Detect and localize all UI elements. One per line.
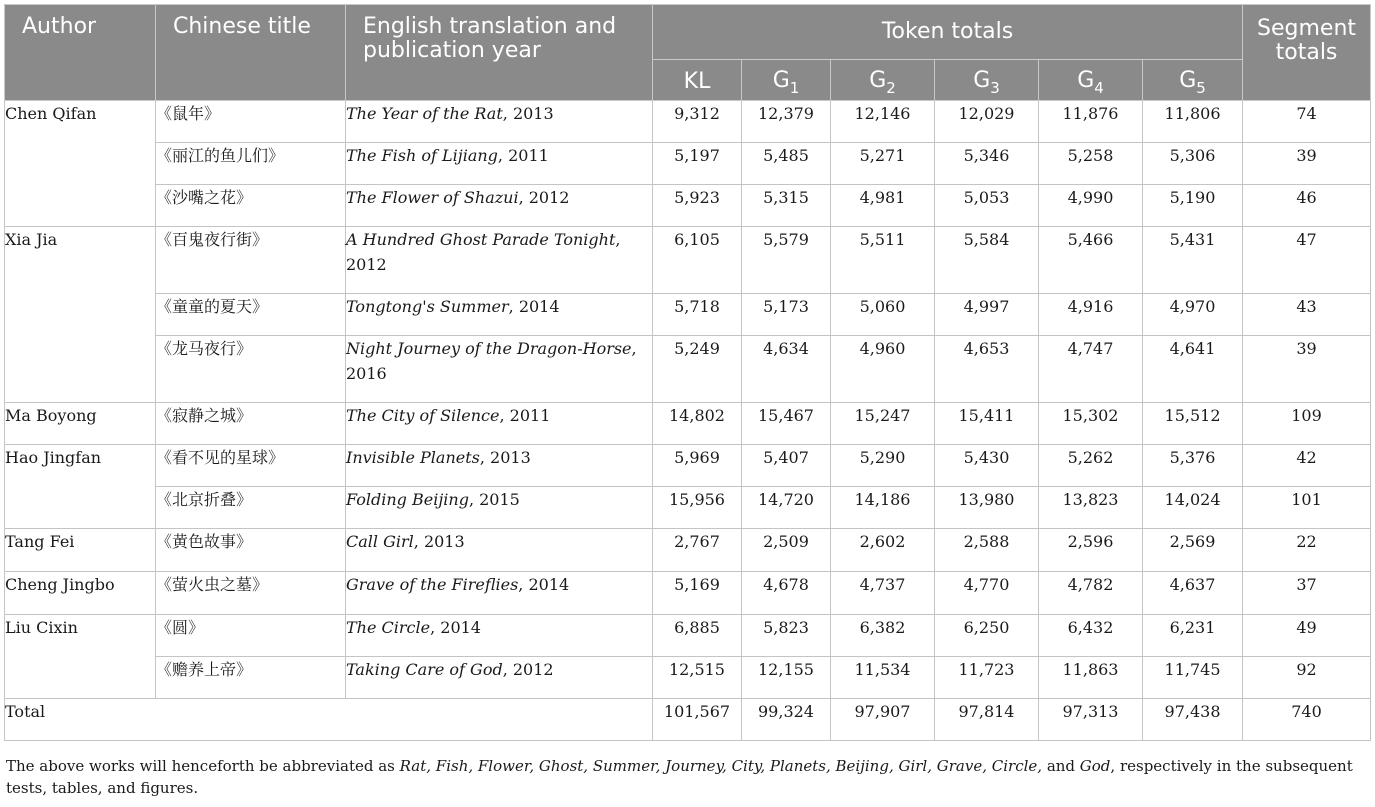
token-cell-g2: 5,060 — [831, 294, 935, 336]
english-title-cell — [346, 572, 653, 615]
token-cell-kl: 2,767 — [653, 529, 742, 572]
header-sub-column — [653, 60, 742, 101]
token-cell-g5: 5,190 — [1143, 185, 1243, 227]
english-title: Tongtong's Summer — [346, 297, 509, 316]
token-cell-g3: 15,411 — [935, 403, 1039, 445]
chinese-title-cell: 《看不见的星球》 — [156, 445, 346, 487]
token-cell-g2: 11,534 — [831, 657, 935, 699]
sub-column-subscript: 1 — [789, 79, 800, 97]
english-title: Folding Beijing — [346, 490, 469, 509]
header-sub-column — [831, 60, 935, 101]
token-cell-g1: 12,379 — [742, 101, 831, 143]
chinese-title-cell: 《黄色故事》 — [156, 529, 346, 572]
english-title: Night Journey of the Dragon-Horse — [346, 339, 632, 358]
publication-year: , 2016 — [346, 339, 637, 383]
token-cell-g2: 6,382 — [831, 615, 935, 657]
english-title-cell — [346, 101, 653, 143]
total-token-cell-g2: 97,907 — [831, 699, 935, 741]
segment-total-cell: 47 — [1243, 227, 1371, 294]
token-cell-g2: 4,737 — [831, 572, 935, 615]
publication-year: , 2011 — [499, 406, 551, 425]
total-token-cell-kl: 101,567 — [653, 699, 742, 741]
chinese-title-cell: 《北京折叠》 — [156, 487, 346, 529]
token-cell-g3: 12,029 — [935, 101, 1039, 143]
token-cell-g3: 5,430 — [935, 445, 1039, 487]
token-cell-kl: 12,515 — [653, 657, 742, 699]
token-cell-g2: 5,511 — [831, 227, 935, 294]
english-title: The City of Silence — [346, 406, 500, 425]
segment-total-cell: 92 — [1243, 657, 1371, 699]
segment-total-cell: 42 — [1243, 445, 1371, 487]
sub-column-subscript: 2 — [886, 79, 896, 97]
table-row — [5, 572, 1371, 615]
english-title-cell — [346, 227, 653, 294]
english-title: A Hundred Ghost Parade Tonight — [346, 230, 616, 249]
table-row — [5, 615, 1371, 657]
token-cell-g1: 5,173 — [742, 294, 831, 336]
token-cell-g5: 11,806 — [1143, 101, 1243, 143]
token-cell-kl: 5,923 — [653, 185, 742, 227]
header-chinese-title: Chinese title — [156, 5, 346, 101]
token-cell-g4: 2,596 — [1039, 529, 1143, 572]
chinese-title-cell: 《鼠年》 — [156, 101, 346, 143]
token-cell-g1: 14,720 — [742, 487, 831, 529]
token-cell-g4: 11,863 — [1039, 657, 1143, 699]
token-cell-kl: 14,802 — [653, 403, 742, 445]
publication-year: , 2015 — [468, 490, 520, 509]
segment-total-cell: 37 — [1243, 572, 1371, 615]
table-row — [5, 185, 1371, 227]
token-cell-g4: 4,916 — [1039, 294, 1143, 336]
token-cell-g4: 4,990 — [1039, 185, 1143, 227]
footnote-and: and — [1042, 757, 1080, 775]
author-cell: Ma Boyong — [5, 403, 156, 445]
english-title-cell — [346, 403, 653, 445]
english-title: Call Girl — [346, 532, 414, 551]
total-token-cell-g1: 99,324 — [742, 699, 831, 741]
english-title-cell — [346, 336, 653, 403]
token-cell-g4: 11,876 — [1039, 101, 1143, 143]
token-cell-g5: 11,745 — [1143, 657, 1243, 699]
sub-column-label: G — [1077, 68, 1095, 93]
total-token-cell-g5: 97,438 — [1143, 699, 1243, 741]
token-cell-g5: 4,970 — [1143, 294, 1243, 336]
token-cell-g5: 6,231 — [1143, 615, 1243, 657]
english-title-cell — [346, 185, 653, 227]
table-row — [5, 403, 1371, 445]
table-row — [5, 294, 1371, 336]
chinese-title-cell: 《龙马夜行》 — [156, 336, 346, 403]
author-cell: Hao Jingfan — [5, 445, 156, 529]
token-cell-g5: 15,512 — [1143, 403, 1243, 445]
publication-year: , 2014 — [518, 575, 570, 594]
token-cell-g1: 12,155 — [742, 657, 831, 699]
publication-year: , 2011 — [497, 146, 549, 165]
sub-column-label: G — [869, 68, 887, 93]
table-row — [5, 101, 1371, 143]
token-cell-kl: 6,105 — [653, 227, 742, 294]
sub-column-label: G — [1179, 68, 1197, 93]
segment-total-cell: 39 — [1243, 336, 1371, 403]
token-cell-g5: 5,306 — [1143, 143, 1243, 185]
header-author: Author — [5, 5, 156, 101]
author-cell: Tang Fei — [5, 529, 156, 572]
token-cell-kl: 9,312 — [653, 101, 742, 143]
english-title-cell — [346, 294, 653, 336]
token-cell-g1: 2,509 — [742, 529, 831, 572]
token-cell-g4: 6,432 — [1039, 615, 1143, 657]
token-cell-g2: 12,146 — [831, 101, 935, 143]
token-cell-kl: 5,969 — [653, 445, 742, 487]
chinese-title-cell: 《萤火虫之墓》 — [156, 572, 346, 615]
english-title: The Fish of Lijiang — [346, 146, 498, 165]
author-cell: Cheng Jingbo — [5, 572, 156, 615]
token-cell-g2: 15,247 — [831, 403, 935, 445]
english-title-cell — [346, 529, 653, 572]
table-footnote — [6, 755, 1372, 799]
token-cell-g3: 5,346 — [935, 143, 1039, 185]
token-cell-g1: 4,678 — [742, 572, 831, 615]
table-container — [4, 4, 1370, 799]
total-segment-cell: 740 — [1243, 699, 1371, 741]
token-cell-kl: 5,169 — [653, 572, 742, 615]
english-title: Grave of the Fireflies — [346, 575, 519, 594]
token-cell-g1: 5,407 — [742, 445, 831, 487]
english-title: Taking Care of God — [346, 660, 503, 679]
english-title: The Circle — [346, 618, 431, 637]
chinese-title-cell: 《童童的夏天》 — [156, 294, 346, 336]
chinese-title-cell: 《赡养上帝》 — [156, 657, 346, 699]
publication-year: , 2013 — [502, 104, 554, 123]
sub-column-label: KL — [683, 68, 711, 94]
english-title-cell — [346, 445, 653, 487]
sub-column-label: G — [772, 68, 790, 93]
header-segment-totals: Segment totals — [1243, 5, 1371, 101]
segment-total-cell: 22 — [1243, 529, 1371, 572]
token-cell-g3: 4,653 — [935, 336, 1039, 403]
total-token-cell-g4: 97,313 — [1039, 699, 1143, 741]
token-cell-g4: 5,258 — [1039, 143, 1143, 185]
table-row — [5, 336, 1371, 403]
header-english-translation: English translation and publication year — [346, 5, 653, 101]
token-cell-g1: 5,823 — [742, 615, 831, 657]
segment-total-cell: 101 — [1243, 487, 1371, 529]
publication-year: , 2012 — [518, 188, 570, 207]
token-cell-g1: 5,579 — [742, 227, 831, 294]
segment-total-cell: 74 — [1243, 101, 1371, 143]
token-cell-g5: 14,024 — [1143, 487, 1243, 529]
header-sub-column — [1039, 60, 1143, 101]
chinese-title-cell: 《寂静之城》 — [156, 403, 346, 445]
header-sub-column — [742, 60, 831, 101]
token-cell-g2: 5,271 — [831, 143, 935, 185]
header-sub-column — [935, 60, 1039, 101]
token-cell-kl: 15,956 — [653, 487, 742, 529]
token-totals-table — [4, 4, 1371, 741]
chinese-title-cell: 《丽江的鱼儿们》 — [156, 143, 346, 185]
token-cell-g3: 4,997 — [935, 294, 1039, 336]
token-cell-g4: 5,466 — [1039, 227, 1143, 294]
token-cell-g2: 14,186 — [831, 487, 935, 529]
header-token-totals: Token totals — [653, 5, 1243, 60]
publication-year: , 2013 — [479, 448, 531, 467]
segment-total-cell: 49 — [1243, 615, 1371, 657]
publication-year: , 2014 — [508, 297, 560, 316]
token-cell-g4: 13,823 — [1039, 487, 1143, 529]
token-cell-g1: 5,485 — [742, 143, 831, 185]
english-title: The Flower of Shazui — [346, 188, 519, 207]
sub-column-subscript: 3 — [990, 79, 1000, 97]
table-row — [5, 227, 1371, 294]
publication-year: , 2012 — [502, 660, 554, 679]
table-row — [5, 657, 1371, 699]
author-cell: Xia Jia — [5, 227, 156, 403]
english-title: The Year of the Rat — [346, 104, 503, 123]
total-token-cell-g3: 97,814 — [935, 699, 1039, 741]
english-title-cell — [346, 615, 653, 657]
chinese-title-cell: 《圆》 — [156, 615, 346, 657]
table-row — [5, 445, 1371, 487]
footnote-abbreviations: Rat, Fish, Flower, Ghost, Summer, Journey, City, Planets, Beijing, Girl, Grave, Circle, — [399, 757, 1043, 775]
token-cell-g3: 4,770 — [935, 572, 1039, 615]
token-cell-g5: 2,569 — [1143, 529, 1243, 572]
token-cell-g1: 5,315 — [742, 185, 831, 227]
table-body — [5, 101, 1371, 741]
table-header — [5, 5, 1371, 101]
segment-total-cell: 109 — [1243, 403, 1371, 445]
token-cell-kl: 5,249 — [653, 336, 742, 403]
token-cell-g3: 6,250 — [935, 615, 1039, 657]
english-title: Invisible Planets — [346, 448, 480, 467]
sub-column-subscript: 5 — [1196, 79, 1206, 97]
token-cell-g5: 5,431 — [1143, 227, 1243, 294]
table-row — [5, 529, 1371, 572]
chinese-title-cell: 《沙嘴之花》 — [156, 185, 346, 227]
token-cell-g5: 4,641 — [1143, 336, 1243, 403]
token-cell-g4: 4,782 — [1039, 572, 1143, 615]
token-cell-g2: 4,981 — [831, 185, 935, 227]
token-cell-g3: 11,723 — [935, 657, 1039, 699]
token-cell-g3: 13,980 — [935, 487, 1039, 529]
sub-column-label: G — [973, 68, 991, 93]
token-cell-g3: 5,053 — [935, 185, 1039, 227]
publication-year: , 2014 — [430, 618, 481, 637]
total-label: Total — [5, 699, 653, 741]
token-cell-g5: 5,376 — [1143, 445, 1243, 487]
footnote-last: God — [1079, 757, 1111, 775]
author-cell: Liu Cixin — [5, 615, 156, 699]
footnote-suffix: , respectively in the subsequent tests, tables, and figures. — [6, 757, 1353, 797]
token-cell-kl: 5,197 — [653, 143, 742, 185]
total-row — [5, 699, 1371, 741]
token-cell-g1: 15,467 — [742, 403, 831, 445]
token-cell-g2: 4,960 — [831, 336, 935, 403]
publication-year: , 2012 — [346, 230, 621, 274]
token-cell-g4: 5,262 — [1039, 445, 1143, 487]
token-cell-kl: 5,718 — [653, 294, 742, 336]
author-cell: Chen Qifan — [5, 101, 156, 227]
token-cell-g4: 4,747 — [1039, 336, 1143, 403]
header-sub-column — [1143, 60, 1243, 101]
token-cell-g2: 2,602 — [831, 529, 935, 572]
sub-column-subscript: 4 — [1094, 79, 1104, 97]
table-row — [5, 143, 1371, 185]
table-row — [5, 487, 1371, 529]
english-title-cell — [346, 487, 653, 529]
token-cell-g3: 5,584 — [935, 227, 1039, 294]
segment-total-cell: 46 — [1243, 185, 1371, 227]
token-cell-kl: 6,885 — [653, 615, 742, 657]
footnote-prefix: The above works will henceforth be abbreviated as — [6, 757, 400, 775]
segment-total-cell: 39 — [1243, 143, 1371, 185]
publication-year: , 2013 — [413, 532, 465, 551]
token-cell-g3: 2,588 — [935, 529, 1039, 572]
english-title-cell — [346, 143, 653, 185]
token-cell-g4: 15,302 — [1039, 403, 1143, 445]
token-cell-g5: 4,637 — [1143, 572, 1243, 615]
segment-total-cell: 43 — [1243, 294, 1371, 336]
token-cell-g1: 4,634 — [742, 336, 831, 403]
chinese-title-cell: 《百鬼夜行街》 — [156, 227, 346, 294]
token-cell-g2: 5,290 — [831, 445, 935, 487]
english-title-cell — [346, 657, 653, 699]
